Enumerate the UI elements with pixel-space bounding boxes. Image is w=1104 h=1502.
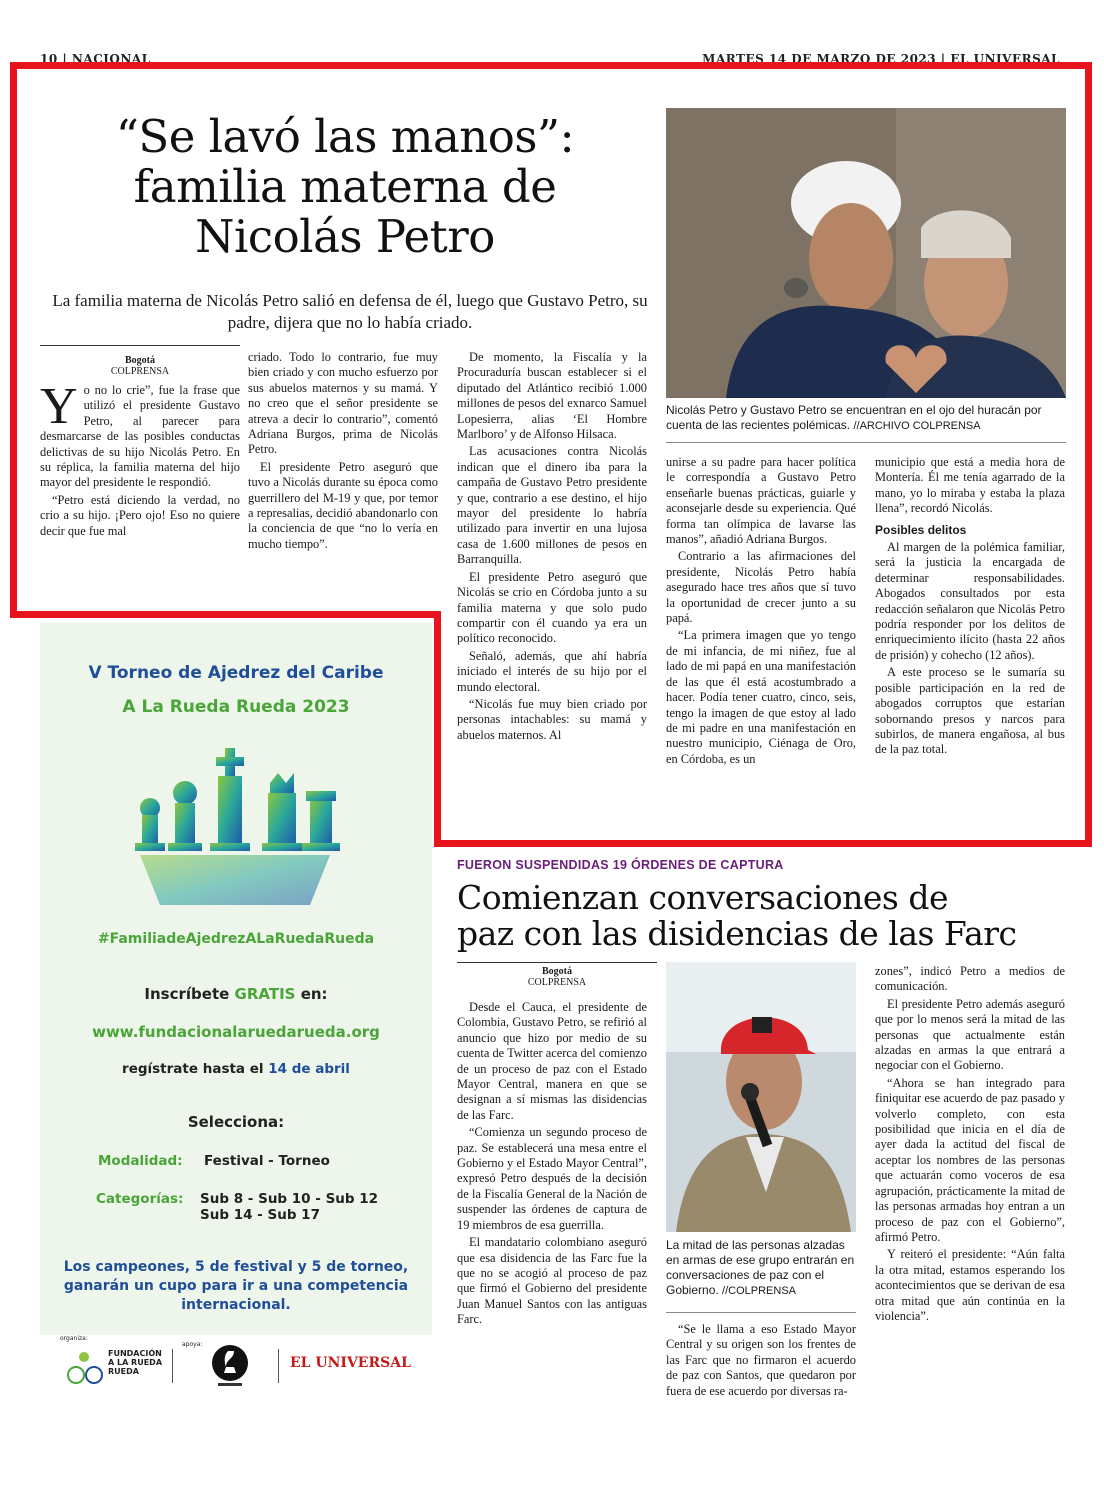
ad-footer-label: organiza:	[60, 1335, 88, 1342]
paragraph: De momento, la Fiscalía y la Procuraduría buscan establecer si el diputado del Atlántico recibió 1.000 millones de pesos del exnarco Samuel Lopesierra, alias ‘El Hombre Marlboro’ y de Alfonso Hilsaca.	[457, 350, 647, 442]
headline-line: familia materna de	[133, 160, 557, 213]
paragraph: El presidente Petro aseguró que tuvo a Nicolás durante su época como guerrillero del M-19 y que, por temor a represalias, decidió abandonarlo con la conciencia de que “no lo vería en mucho tiempo”.	[248, 459, 438, 551]
paragraph: Al margen de la polémica familiar, será la justicia la encargada de determinar responsabilidades. Abogados consultados por esta redacción señalaron que Nicolás Petro podría responder por los delitos de enriquecimiento ilícito (hasta 22 años de prisión) y cohecho (12 años).	[875, 540, 1065, 662]
ad-categorias-line: Sub 8 - Sub 10 - Sub 12	[200, 1191, 379, 1207]
dateline-city: Bogotá	[542, 966, 572, 977]
ad-url-link[interactable]: www.fundacionalaruedarueda.org	[92, 1023, 380, 1041]
paragraph: Las acusaciones contra Nicolás indican que el dinero iba para la campaña de Gustavo Petro presidente y que, contrario a ese destino, el hijo mayor del presidente lo habría utilizado para invertir en una lujosa casa de 1.600 millones de pesos en Barranquilla.	[457, 444, 647, 567]
paragraph: criado. Todo lo contrario, fue muy bien criado y con mucho esfuerzo por sus abuelos maternos y su mamá. Y no creo que el señor presidente se atreva a decir lo contrario”, comentó Adriana Burgos, prima de Nicolás Petro.	[248, 350, 438, 457]
story1-col1	[40, 378, 240, 541]
paragraph: El presidente Petro además aseguró que por lo menos será la mitad de las personas que actualmente están alzadas en armas la que entrará a negociar con el Gobierno.	[875, 996, 1065, 1073]
dateline-rule	[40, 345, 240, 346]
paragraph: zones”, indicó Petro a medios de comunicación.	[875, 964, 1065, 994]
highlight-frame-step	[10, 611, 441, 618]
caption-rule	[666, 442, 1066, 443]
page-date-label: MARTES 14 DE MARZO DE 2023 | EL UNIVERSAL	[702, 52, 1060, 66]
dropcap: Y	[40, 378, 78, 435]
headline-line: Comienzan conversaciones de	[457, 878, 948, 917]
story2-col1	[457, 1000, 647, 1330]
story1-col4	[666, 455, 856, 769]
story2-kicker: FUERON SUSPENDIDAS 19 ÓRDENES DE CAPTURA	[457, 858, 784, 872]
ad-prize-text: Los campeones, 5 de festival y 5 de torneo, ganarán un cupo para ir a una competencia internacional.	[63, 1259, 409, 1313]
fundacion-logo-text: FUNDACIÓN A LA RUEDA RUEDA	[108, 1349, 163, 1376]
story1-photo	[666, 108, 1066, 398]
story1-col5	[875, 455, 1065, 760]
chess-pieces-icon	[120, 743, 350, 913]
ad-registrate	[40, 1061, 432, 1077]
dateline-city: Bogotá	[125, 355, 155, 366]
ad-footer	[40, 1335, 432, 1393]
story1-deck: La familia materna de Nicolás Petro salió en defensa de él, luego que Gustavo Petro, su padre, dijera que no lo había criado.	[52, 291, 648, 332]
ad-text: regístrate hasta el	[122, 1061, 264, 1077]
paragraph: Contrario a las afirmaciones del presidente, Nicolás Petro había asegurado hace tres años que sí tuvo la oportunidad de crecer junto a su papá.	[666, 549, 856, 626]
story2-col2	[666, 1322, 856, 1401]
paragraph: municipio que está a media hora de Montería. Él me tenía agarrado de la mano, yo lo miraba y estaba la plaza llena”, recordó Nicolás.	[875, 455, 1065, 516]
chess-tournament-ad	[40, 623, 432, 1393]
caption-text: La mitad de las personas alzadas en armas de ese grupo entrarán en conversaciones de paz con el Gobierno.	[666, 1238, 855, 1297]
headline-line: “Se lavó las manos”:	[115, 110, 575, 163]
story1-headline	[40, 112, 650, 262]
paragraph: “Petro está diciendo la verdad, no crio a su hijo. ¡Pero ojo! Eso no quiere decir que fue mal	[40, 492, 240, 538]
ad-title-line2: A La Rueda Rueda 2023	[122, 697, 350, 717]
paragraph: A este proceso se le sumaría su posible participación en la red de abogados corruptos que estarían sobornando presos y narcos para subirlos, de manera engañosa, al bus de la paz total.	[875, 665, 1065, 757]
dateline-agency: COLPRENSA	[110, 366, 170, 377]
paragraph: “Se le llama a eso Estado Mayor Central y su origen son los frentes de las Farc que no firmaron el acuerdo de paz con Santos, que quedaron por fuera de ese acuerdo por diversas ra-	[666, 1322, 856, 1398]
paragraph: unirse a su padre para hacer política le correspondía a Gustavo Petro enseñarle buenas prácticas, guiarle y aconsejarle desde su experiencia. Qué forma tan olímpica de lavarse las manos”, añadió Adriana Burgos.	[666, 455, 856, 547]
paragraph: o no lo crie”, fue la frase que utilizó el presidente Gustavo Petro, al parecer para desmarcarse de las posibles conductas delictivas de su hijo Nicolás Petro. En su réplica, la familia materna del hijo mayor del presidente le respondió.	[40, 383, 240, 490]
story1-col2	[248, 350, 438, 554]
story1-dateline	[40, 355, 240, 377]
ad-text-free: GRATIS	[234, 985, 296, 1003]
ad-text: Inscríbete	[144, 985, 230, 1003]
footer-divider	[172, 1349, 173, 1383]
paragraph: Y reiteró el presidente: “Aún falta la otra mitad, estamos esperando los acontecimientos que se derivan de esa otra mitad que aún continúa en la violencia”.	[875, 1247, 1065, 1323]
story2-col3	[875, 964, 1065, 1326]
fundacion-logo-icon	[64, 1349, 104, 1385]
photo-illustration	[666, 108, 1066, 398]
ad-hashtag: #FamiliadeAjedrezALaRuedaRueda	[97, 931, 375, 947]
subhead: Posibles delitos	[875, 522, 967, 537]
headline-line: Nicolás Petro	[195, 210, 495, 263]
caption-text: Nicolás Petro y Gustavo Petro se encuentran en el ojo del huracán por cuenta de las recientes polémicas.	[666, 403, 1042, 432]
story1-caption	[666, 403, 1066, 434]
caption-credit: //ARCHIVO COLPRENSA	[853, 420, 981, 432]
ad-categorias-label: Categorías:	[96, 1191, 184, 1207]
paragraph: “Nicolás fue muy bien criado por personas intachables: su mamá y abuelos maternos. Al	[457, 696, 647, 742]
story2-headline	[457, 880, 1077, 952]
ad-categorias-line: Sub 14 - Sub 17	[200, 1207, 320, 1223]
paragraph: “La primera imagen que yo tengo de mi infancia, de mi niñez, fue al lado de mi papá en una manifestación de las que él está acostumbrado a hacer. Podía tener cuatro, cinco, seis, tengo la imagen de que estoy al lado de mi padre en una manifestación en nuestro municipio, Ciénaga de Oro, en Córdoba, es un	[666, 628, 856, 766]
caption-credit: //COLPRENSA	[722, 1285, 797, 1297]
dateline-rule	[457, 962, 657, 963]
ad-selecciona: Selecciona:	[187, 1113, 285, 1131]
paragraph: Señaló, además, que ahí habría iniciado el interés de su hijo por el mundo electoral.	[457, 648, 647, 694]
caption-rule	[666, 1312, 856, 1313]
page-section-label: 10 | NACIONAL	[40, 52, 151, 66]
photo-illustration	[666, 962, 856, 1232]
story1-col3	[457, 350, 647, 745]
ad-modalidad-label: Modalidad:	[98, 1153, 183, 1169]
ad-modalidad-value: Festival - Torneo	[204, 1153, 330, 1169]
paragraph: El mandatario colombiano aseguró que esa disidencia de las Farc fue la que no se acogió al proceso de paz que firmó el Gobierno del presidente Juan Manuel Santos con las antiguas Farc.	[457, 1235, 647, 1327]
paragraph: “Comienza un segundo proceso de paz. Se establecerá una mesa entre el Gobierno y el Estado Mayor Central”, expresó Petro después de la decisión de la Fiscalía General de la Nación de suspender las órdenes de captura de 19 miembros de esa guerrilla.	[457, 1125, 647, 1232]
ad-categorias-values	[200, 1191, 378, 1223]
paragraph: “Ahora se han integrado para finiquitar ese acuerdo de paz pasado y volverlo completo, con esta posibilidad que inicia en el día de ayer dada la actitud del fiscal de aceptar los nombres de las personas que actuarán como voceros de esa agrupación, prácticamente la mitad de las personas armadas hoy entran a un proceso de paz con el Gobierno”, afirmó Petro.	[875, 1075, 1065, 1244]
ad-footer-label: apoya:	[182, 1341, 203, 1348]
headline-line: paz con las disidencias de las Farc	[457, 914, 1017, 953]
story2-dateline	[457, 966, 657, 988]
story2-caption	[666, 1238, 856, 1299]
paragraph: Desde el Cauca, el presidente de Colombia, Gustavo Petro, se refirió al anuncio que hizo por medio de su cuenta de Twitter acerca del comienzo de un proceso de paz con el Estado Mayor Central, manera en que se designan a sí mismas las disidencias de las Farc.	[457, 1000, 647, 1122]
footer-divider	[278, 1349, 279, 1383]
ad-inscribete	[40, 985, 432, 1003]
story2-photo	[666, 962, 856, 1232]
el-universal-logo: EL UNIVERSAL	[290, 1355, 411, 1371]
ad-date: 14 de abril	[268, 1061, 350, 1077]
paragraph: El presidente Petro aseguró que Nicolás se crio en Córdoba junto a su familia materna y que solo pudo compartir con él cuando ya era un político reconocido.	[457, 569, 647, 646]
chess-federation-logo-icon	[210, 1343, 250, 1387]
dateline-agency: COLPRENSA	[527, 977, 587, 988]
ad-title-line1: V Torneo de Ajedrez del Caribe	[88, 663, 384, 683]
ad-text: en:	[300, 985, 328, 1003]
